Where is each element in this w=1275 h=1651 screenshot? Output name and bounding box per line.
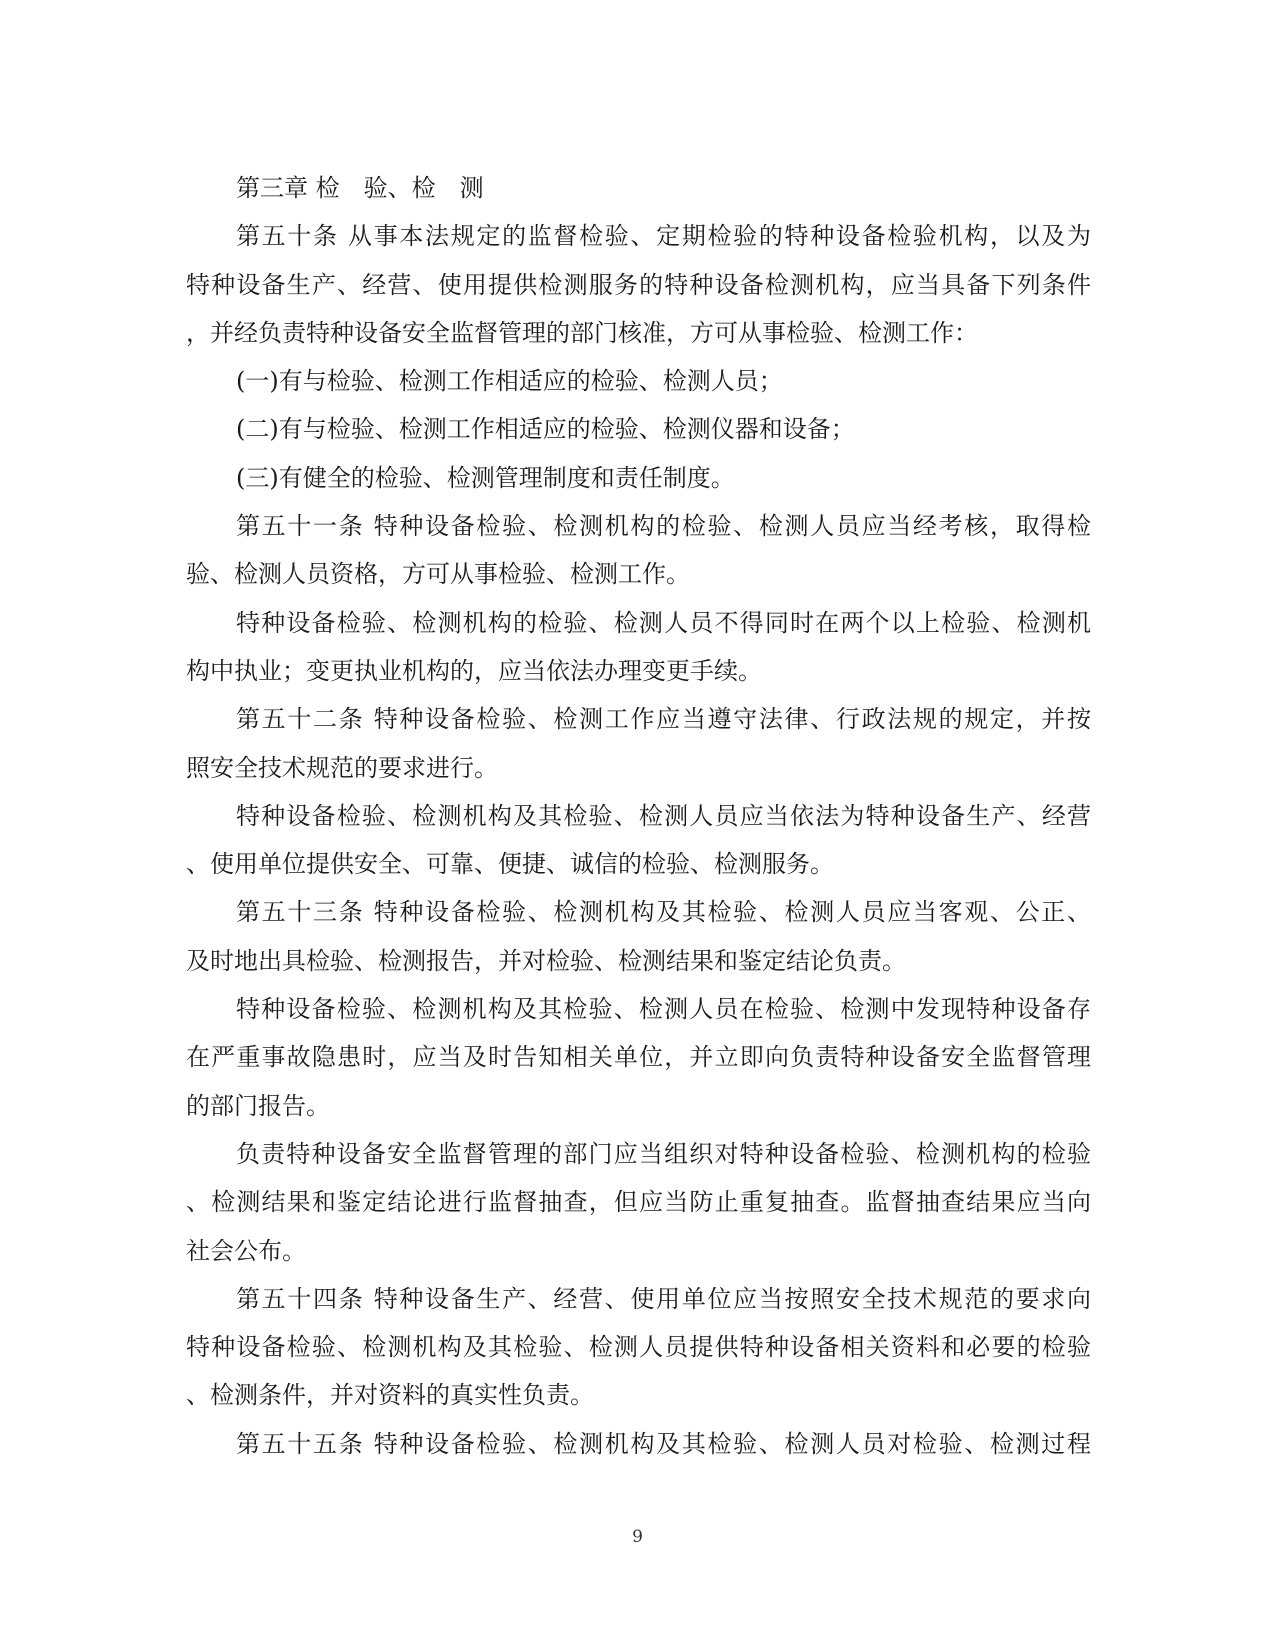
text-line: 特种设备检验、检测机构及其检验、检测人员在检验、检测中发现特种设备存 — [236, 995, 1091, 1024]
text-line: 负责特种设备安全监督管理的部门应当组织对特种设备检验、检测机构的检验 — [236, 1139, 1091, 1168]
text-line: 社会公布。 — [186, 1236, 306, 1265]
text-line: 第五十一条 特种设备检验、检测机构的检验、检测人员应当经考核，取得检 — [236, 512, 1091, 541]
text-line: 在严重事故隐患时，应当及时告知相关单位，并立即向负责特种设备安全监督管理 — [186, 1043, 1091, 1072]
text-line: 第五十条 从事本法规定的监督检验、定期检验的特种设备检验机构，以及为 — [236, 222, 1091, 251]
text-line: ，并经负责特种设备安全监督管理的部门核准，方可从事检验、检测工作： — [186, 318, 978, 347]
text-line: 的部门报告。 — [186, 1091, 330, 1120]
text-line: 构中执业；变更执业机构的，应当依法办理变更手续。 — [186, 656, 762, 685]
text-line: 特种设备检验、检测机构的检验、检测人员不得同时在两个以上检验、检测机 — [236, 608, 1091, 637]
document-body — [186, 164, 1091, 1468]
text-line: 第五十四条 特种设备生产、经营、使用单位应当按照安全技术规范的要求向 — [236, 1284, 1091, 1313]
text-line: 第五十五条 特种设备检验、检测机构及其检验、检测人员对检验、检测过程 — [236, 1429, 1091, 1458]
text-line: 、检测条件，并对资料的真实性负责。 — [186, 1381, 594, 1410]
text-line: 特种设备生产、经营、使用提供检测服务的特种设备检测机构，应当具备下列条件 — [186, 270, 1091, 299]
chapter-heading: 第三章 检 验、检 测 — [236, 174, 484, 202]
page-number: 9 — [632, 1527, 643, 1547]
text-line: 第五十三条 特种设备检验、检测机构及其检验、检测人员应当客观、公正、 — [236, 898, 1091, 927]
text-line: 、使用单位提供安全、可靠、便捷、诚信的检验、检测服务。 — [186, 850, 834, 879]
text-line: 及时地出具检验、检测报告，并对检验、检测结果和鉴定结论负责。 — [186, 946, 906, 975]
text-line: 、检测结果和鉴定结论进行监督抽查，但应当防止重复抽查。监督抽查结果应当向 — [186, 1188, 1091, 1217]
text-line: 验、检测人员资格，方可从事检验、检测工作。 — [186, 560, 690, 589]
text-line: 特种设备检验、检测机构及其检验、检测人员提供特种设备相关资料和必要的检验 — [186, 1333, 1091, 1362]
text-line: (二)有与检验、检测工作相适应的检验、检测仪器和设备； — [236, 415, 855, 444]
text-line: 特种设备检验、检测机构及其检验、检测人员应当依法为特种设备生产、经营 — [236, 801, 1091, 830]
text-line: (一)有与检验、检测工作相适应的检验、检测人员； — [236, 367, 783, 396]
text-line: (三)有健全的检验、检测管理制度和责任制度。 — [236, 463, 735, 492]
text-line: 照安全技术规范的要求进行。 — [186, 753, 498, 782]
text-line: 第五十二条 特种设备检验、检测工作应当遵守法律、行政法规的规定，并按 — [236, 705, 1091, 734]
